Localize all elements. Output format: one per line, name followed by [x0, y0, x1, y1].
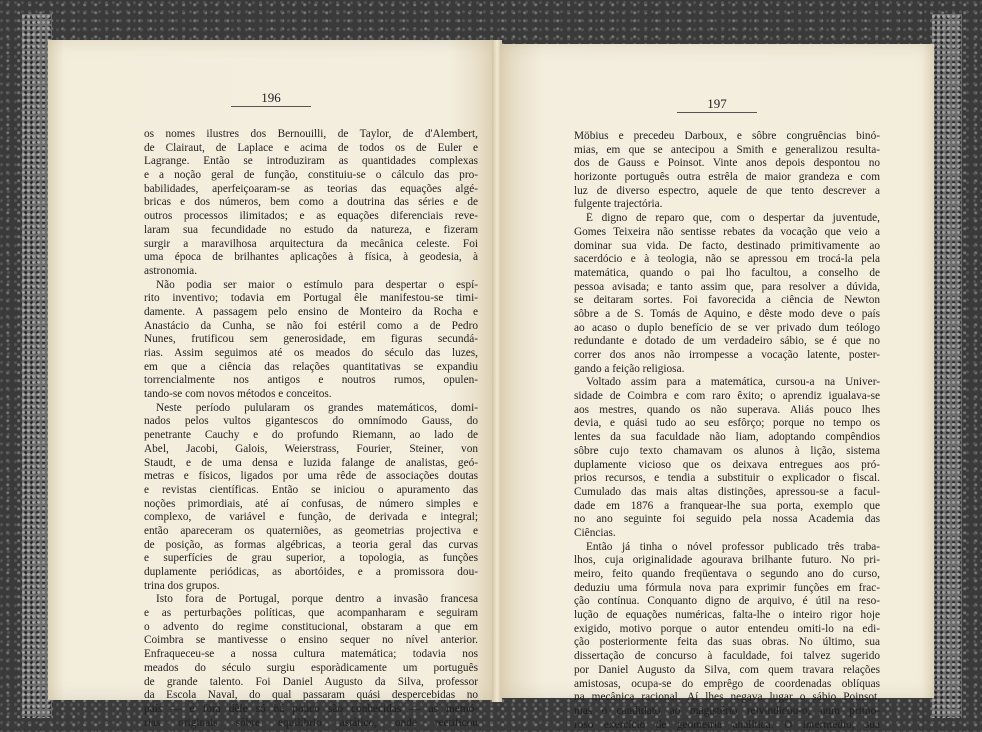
text-line: pessoa avisada; e tanto assim que, para resolver a dúvida,: [574, 280, 880, 293]
text-line: rito inventivo; todavia em Portugal êle manifestou-se timi-: [144, 292, 478, 305]
text-line: babilidades, aperfeiçoaram-se as teorias das equações algé-: [144, 182, 478, 195]
text-line: dos de Gauss e Poinsot. Vinte anos depois despontou no: [574, 157, 880, 170]
text-line: de grande talento. Foi Daniel Augusto da Silva, professor: [144, 675, 478, 688]
text-line: da Escola Naval, do qual passaram quási despercebidas no: [144, 689, 478, 702]
text-line: dissertação de concurso à faculdade, foi talvez sugerido: [574, 650, 880, 663]
text-line: duplamente periódicas, as abortóides, e a promissora dou-: [144, 566, 478, 578]
text-line: lhos, cuja originalidade agourava brilhante futuro. No pri-: [574, 554, 880, 567]
text-line: Então já tinha o nóvel professor publicado três traba-: [586, 540, 880, 553]
text-line: e a noção geral de função, constituiu-se o cálculo das pro-: [144, 169, 478, 182]
text-line: Neste período pulularam os grandes matemáticos, domi-: [156, 401, 478, 414]
text-line: penetrante Cauchy e do profundo Riemann, ao lado de: [144, 429, 478, 442]
text-line: sacerdócio e à teologia, não se apressou em trocá-la pela: [574, 253, 880, 266]
text-line: e revistas científicas. Então se iniciou o apuramento das: [144, 483, 478, 496]
text-line: horizonte português outra estrêla de maior grandeza e com: [574, 171, 880, 184]
text-line: ção posteriormente feita das suas obras. No último, sua: [574, 636, 880, 649]
text-line: Gomes Teixeira não sentisse rebates da vocação que veio a: [574, 225, 880, 238]
text-line: É digno de reparo que, com o despertar da juventude,: [586, 212, 880, 225]
right-cover-edge: [932, 14, 962, 718]
text-line: aos mestres, quando os não superava. Aliás pouco lhes: [574, 403, 880, 416]
text-line: gando a feição religiosa.: [574, 362, 685, 375]
text-line: Möbius e precedeu Darboux, e sôbre congruências binó-: [574, 130, 880, 142]
text-line: meiro, feito quando freqüentava o segundo ano do curso,: [574, 568, 880, 580]
text-line: de posição, as formas algébricas, a teoria geral das curvas: [144, 538, 478, 551]
text-line: damente. A passagem pelo ensino de Monteiro da Rocha e: [144, 305, 478, 318]
text-line: amistosas, ocupa-se do emprêgo de coordenadas oblíquas: [574, 677, 880, 690]
text-line: torrencialmente nos antigos e noutros rumos, opulen-: [144, 374, 478, 387]
page-number-right: 197: [500, 96, 934, 112]
text-line: e as perturbações políticas, que acompanharam e seguiram: [144, 607, 478, 620]
text-line: complexo, de variável e função, de derivada e integral;: [144, 511, 478, 524]
right-page-text: [574, 130, 880, 732]
text-line: fulgente trajectória.: [574, 198, 663, 211]
text-line: Ciências.: [574, 526, 616, 539]
text-line: lentes da sua faculdade não liam, adoptando compêndios: [574, 431, 880, 444]
text-line: Não podia ser maior o estímulo para despertar o espí-: [156, 278, 478, 291]
text-line: outros processos ilimitados; e as equações diferenciais reve-: [144, 210, 478, 223]
text-line: ao acaso o duplo benefício de se ver privado dum teólogo: [574, 321, 880, 334]
text-line: metras e físicos, ligados por uma rêde de associações doutas: [144, 470, 478, 483]
text-line: ção contínua. Conquanto digno de arquivo, é útil na reso-: [574, 595, 880, 608]
text-line: duplamente vicioso que os deixava entregues aos pró-: [574, 458, 880, 471]
left-page: [48, 40, 494, 729]
text-line: Coimbra se mantivesse o ensino sequer no nível anterior.: [144, 634, 478, 647]
text-line: mias, em que se antecipou a Smith e generalizou resulta-: [574, 143, 880, 156]
text-line: meados do século surgiu esporàdicamente um português: [144, 661, 478, 674]
text-line: de Clairaut, de Laplace e acima de todos os de Euler e: [144, 141, 478, 154]
text-line: na mecânica racional. Aí lhes negava lugar o sábio Poinsot,: [574, 691, 880, 704]
text-line: trina dos grupos.: [144, 579, 220, 592]
text-line: noções primordiais, até aí confusas, de número simples e: [144, 497, 478, 510]
text-line: então apareceram os quaterniões, as geometrias projectiva e: [144, 524, 478, 537]
text-line: exigido, motivo porque o autor entendeu omiti-lo na edi-: [574, 622, 880, 635]
text-line: redundante e dotado de um verdadeiro sábio, se é que no: [574, 335, 880, 348]
text-line: astronomia.: [144, 264, 198, 277]
right-page: [500, 44, 934, 731]
text-line: uma época de brilhantes aplicações à física, à geodesia, à: [144, 251, 478, 264]
text-line: luz de diverso espectro, aquele de que tento descrever a: [574, 184, 880, 197]
text-line: país — e fora dêle só há pouco são conhecidas — as memó-: [144, 702, 478, 715]
text-line: sidade de Coimbra e com raro êxito; o aprendiz igualava-se: [574, 390, 880, 403]
text-line: mas o candidato ao magistério reivindicou-o, num primo-: [574, 704, 880, 717]
text-line: Voltado assim para a matemática, cursou-a na Univer-: [586, 376, 880, 389]
text-line: dominar sua vida. De facto, destinado primitivamente ao: [574, 239, 880, 252]
text-line: surgir a maravilhosa arquitectura da mecânica celeste. Foi: [144, 237, 478, 250]
text-line: Nunes, frutificou sem generosidade, em figuras secundá-: [144, 333, 478, 346]
text-line: correr dos anos não irrompesse a vocação latente, poster-: [574, 349, 880, 361]
text-line: em que a ciência das relações quantitativas se expandiu: [144, 360, 478, 373]
text-line: rias. Assim seguimos até os meados do século das luzes,: [144, 347, 478, 359]
text-line: e superfícies de grau superior, a topologia, as funções: [144, 552, 478, 565]
text-line: bricas e dos números, bem como a doutrina das séries e de: [144, 196, 478, 209]
text-line: rias originais sôbre equilíbrio astático, onde rectificou: [144, 716, 478, 729]
text-line: sôbre cujo texto chamavam os alunos à lição, sistema: [574, 444, 880, 457]
text-line: matemática, quando o pai lho facultou, a conselho de: [574, 266, 880, 279]
text-line: Abel, Jacobi, Galois, Weierstrass, Fourier, Steiner, von: [144, 442, 478, 455]
text-line: prios recursos, e tendia a substituir o explicador o fiscal.: [574, 472, 880, 485]
text-line: nados pelos vultos gigantescos do omnímodo Gauss, do: [144, 415, 478, 428]
text-line: roso exercício de geometria analítica. O intermédio, sua: [574, 718, 880, 731]
text-line: devia, e quási tudo ao seu esfôrço; porque no tempo os: [574, 417, 880, 430]
text-line: Lagrange. Então se introduziram as quantidades complexas: [144, 155, 478, 168]
text-line: por Daniel Augusto da Silva, com quem travara relações: [574, 663, 880, 676]
text-line: o advento do regime constitucional, obstaram a que em: [144, 620, 478, 633]
text-line: Anastácio da Cunha, se não foi estéril como a de Pedro: [144, 319, 478, 332]
text-line: deduziu uma fórmula nova para exprimir funções em frac-: [574, 581, 880, 594]
text-line: lução de equações numéricas, falta-lhe o inteiro rigor hoje: [574, 609, 880, 622]
text-line: sôbre a de S. Tomás de Aquino, e dêste modo deve o país: [574, 307, 880, 320]
page-number-left: 196: [48, 90, 494, 106]
text-line: Enfraqueceu-se a nossa cultura matemática; todavia nos: [144, 648, 478, 661]
text-line: laram sua fecundidade no estudo da natureza, e fizeram: [144, 223, 478, 236]
text-line: no ano seguinte foi seguido pela nossa Academia das: [574, 513, 880, 526]
text-line: tando-se com novos métodos e conceitos.: [144, 388, 332, 401]
text-line: dade em 1876 a franquear-lhe sua porta, exemplo que: [574, 499, 880, 512]
text-line: Cumulado das mais altas distinções, apressou-se a facul-: [574, 485, 880, 498]
text-line: se deitaram sortes. Foi favorecida a ciência de Newton: [574, 294, 880, 307]
left-page-text: [144, 128, 478, 730]
text-line: Staudt, e de uma densa e luzida falange de analistas, geó-: [144, 456, 478, 469]
text-line: os nomes ilustres dos Bernouilli, de Taylor, de d'Alembert,: [144, 128, 478, 140]
text-line: Isto fora de Portugal, porque dentro a invasão francesa: [156, 593, 478, 606]
